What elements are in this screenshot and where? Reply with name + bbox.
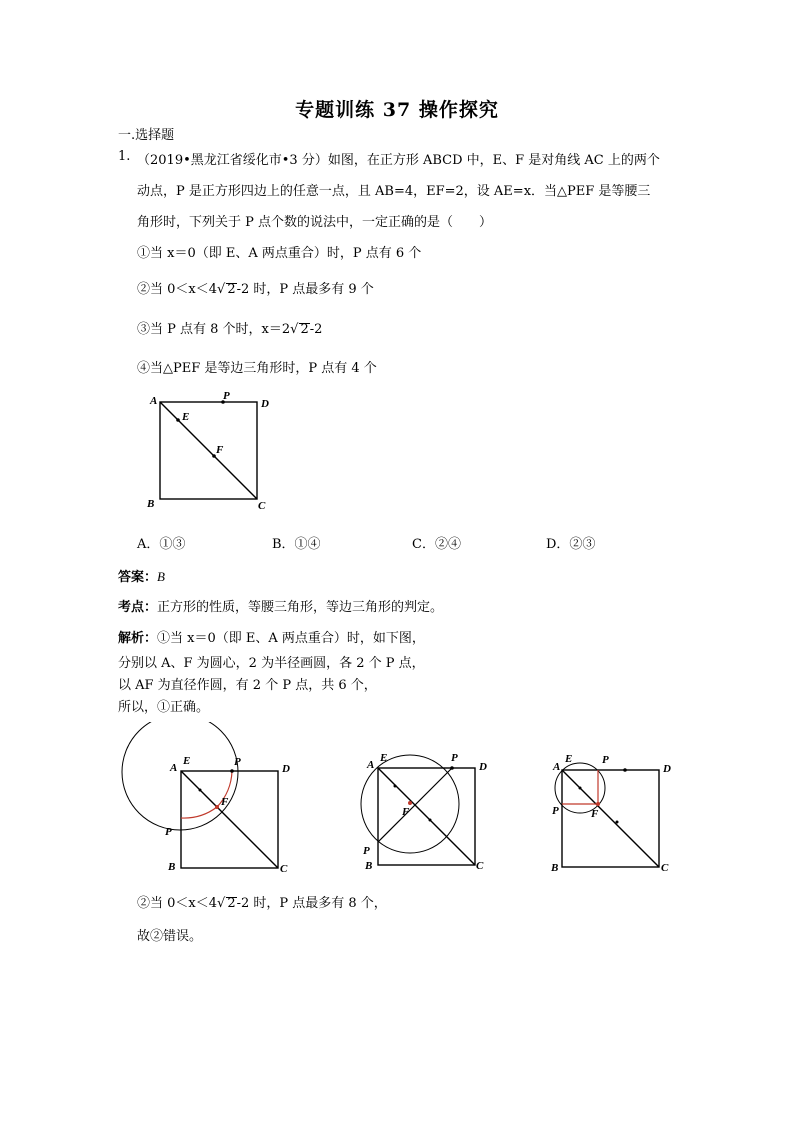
- option-b: B．①④: [272, 537, 321, 552]
- statement-4: ④当△PEF 是等边三角形时，P 点有 4 个: [137, 361, 377, 376]
- option-a: A．①③: [137, 537, 186, 552]
- fig2-label-c: C: [476, 860, 484, 872]
- fig2-label-p1: P: [451, 752, 458, 764]
- label-a: A: [150, 395, 158, 407]
- fig3-label-c: C: [661, 862, 669, 874]
- fig3-label-a: A: [553, 761, 561, 773]
- fig2-label-e: E: [380, 752, 388, 764]
- solution-statement-2: ②当 0＜x＜4√ 2-2 时，P 点最多有 8 个，: [137, 896, 387, 911]
- answer-label: 答案：: [118, 570, 158, 585]
- answer-value: B: [157, 569, 165, 584]
- statement-2-pre: ②当 0＜x＜4: [137, 282, 218, 297]
- fig2-label-f: F: [402, 806, 410, 818]
- solution-figure-2: [355, 746, 505, 876]
- kaodian-line: [118, 596, 443, 615]
- question-line-1: （2019•黑龙江省绥化市•3 分）如图，在正方形 ABCD 中，E、F 是对角线 AC 上的两个: [137, 153, 660, 168]
- fig3-label-d: D: [663, 763, 671, 775]
- fig1-label-c: C: [280, 863, 288, 875]
- statement-3-root: 2: [300, 322, 309, 337]
- question-number: 1.: [118, 149, 131, 164]
- square-figure: [140, 388, 280, 518]
- label-f: F: [216, 444, 224, 456]
- solution-figure-3: [545, 748, 695, 878]
- kaodian-text: 正方形的性质，等腰三角形，等边三角形的判定。: [157, 600, 444, 615]
- fig1-label-f: F: [221, 796, 229, 808]
- statement-3: ③当 P 点有 8 个时，x＝2√ 2-2: [137, 322, 323, 337]
- option-d: D．②③: [546, 537, 596, 552]
- conclusion-line: 故②错误。: [137, 929, 203, 944]
- label-e: E: [182, 411, 190, 423]
- question-line-2: 动点，P 是正方形四边上的任意一点，且 AB=4，EF=2，设 AE=x．当△PEF 是等腰三: [137, 184, 651, 199]
- statement-3-post: -2: [309, 322, 323, 337]
- jiexi-line-2: 分别以 A、F 为圆心，2 为半径画圆，各 2 个 P 点，: [118, 656, 425, 671]
- label-b: B: [147, 498, 155, 510]
- solution-figure-1: [118, 722, 298, 882]
- fig3-label-p1: P: [602, 754, 609, 766]
- option-c: C．②④: [412, 537, 461, 552]
- question-line-3: 角形时，下列关于 P 点个数的说法中，一定正确的是（ ）: [137, 215, 493, 230]
- statement-2-post: -2 时，P 点最多有 9 个: [236, 282, 374, 297]
- jiexi-label: 解析：: [118, 631, 158, 646]
- label-p: P: [223, 390, 230, 402]
- solution-statement-2-root: 2: [227, 896, 236, 911]
- kaodian-label: 考点：: [118, 600, 158, 615]
- statement-2: ②当 0＜x＜4√ 2-2 时，P 点最多有 9 个: [137, 282, 374, 297]
- solution-statement-2-pre: ②当 0＜x＜4: [137, 896, 218, 911]
- fig2-label-b: B: [365, 860, 373, 872]
- fig1-label-p1: P: [234, 756, 241, 768]
- solution-statement-2-post: -2 时，P 点最多有 8 个，: [236, 896, 387, 911]
- answer-line: [118, 566, 165, 585]
- statement-3-pre: ③当 P 点有 8 个时，x＝2: [137, 322, 291, 337]
- fig1-label-p2: P: [165, 826, 172, 838]
- jiexi-text-1: ①当 x＝0（即 E、A 两点重合）时，如下图，: [157, 631, 425, 646]
- fig1-label-e: E: [183, 755, 191, 767]
- fig1-label-a: A: [170, 762, 178, 774]
- fig1-label-d: D: [282, 763, 290, 775]
- fig3-label-b: B: [551, 862, 559, 874]
- label-d: D: [261, 398, 269, 410]
- section-heading: 一.选择题: [118, 128, 175, 143]
- fig3-label-e: E: [565, 753, 573, 765]
- page-title: 专题训练 37 操作探究: [295, 99, 499, 121]
- jiexi-line-1: [118, 627, 425, 646]
- fig3-label-f: F: [591, 808, 599, 820]
- fig2-label-d: D: [479, 761, 487, 773]
- jiexi-line-4: 所以，①正确。: [118, 700, 210, 715]
- jiexi-line-3: 以 AF 为直径作圆，有 2 个 P 点，共 6 个，: [118, 678, 377, 693]
- statement-1: ①当 x＝0（即 E、A 两点重合）时，P 点有 6 个: [137, 246, 422, 261]
- statement-2-root: 2: [227, 282, 236, 297]
- fig2-label-p2: P: [363, 845, 370, 857]
- fig2-label-a: A: [367, 759, 375, 771]
- label-c: C: [258, 500, 266, 512]
- fig1-label-b: B: [168, 861, 176, 873]
- fig3-label-p2: P: [552, 805, 559, 817]
